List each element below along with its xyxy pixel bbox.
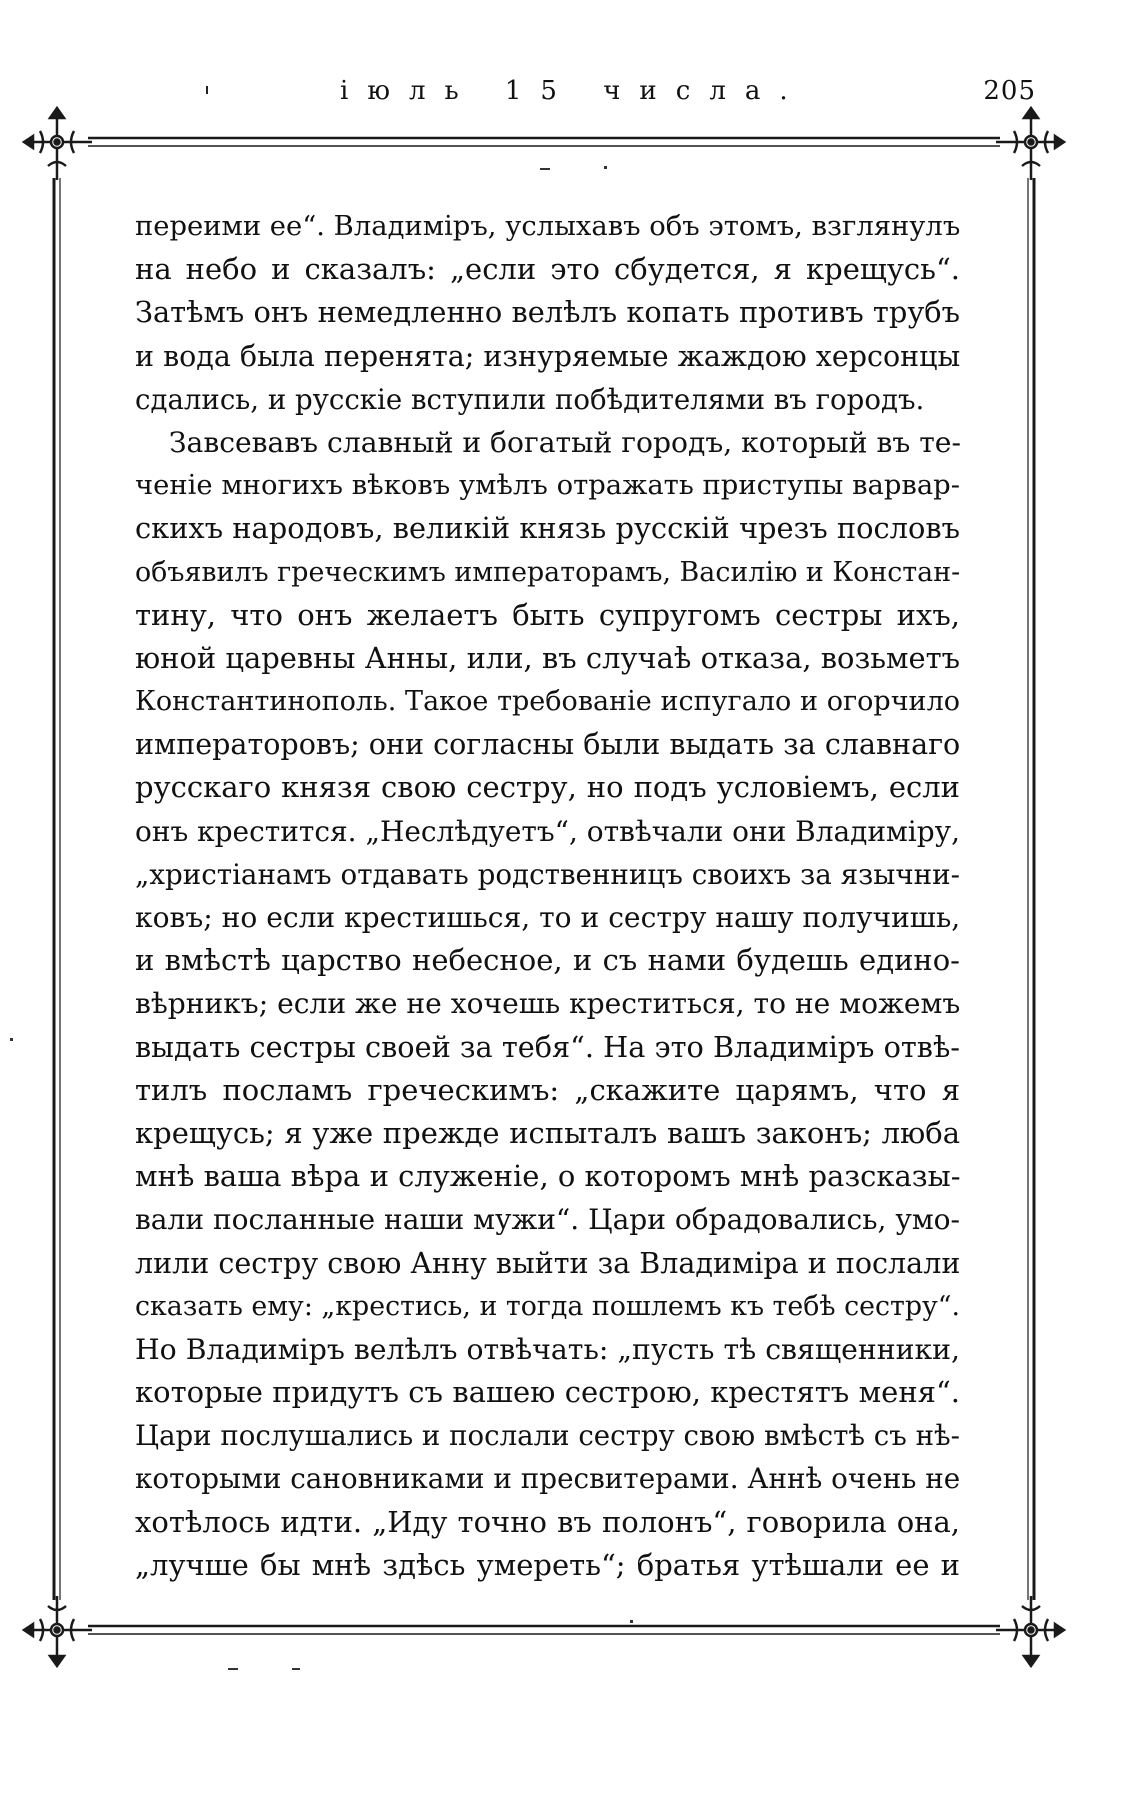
text-line: тину, что онъ желаетъ быть супругомъ сестры ихъ, <box>135 597 960 632</box>
scan-speck <box>604 166 607 169</box>
text-line: императоровъ; они согласны были выдать за славнаго <box>135 727 961 762</box>
scan-speck <box>292 1668 300 1670</box>
text-line: Цари послушались и послали сестру свою вмѣстѣ съ нѣ- <box>135 1419 960 1453</box>
text-line: ковъ; но если крестишься, то и сестру нашу получишь, <box>135 901 961 934</box>
text-line: русскаго князя свою сестру, но подъ условіемъ, если <box>135 770 960 805</box>
text-line: онъ крестится. „Неслѣдуетъ“, отвѣчали они Владиміру, <box>135 814 960 848</box>
text-line: ченіе многихъ вѣковъ умѣлъ отражать приступы варвар- <box>135 470 960 502</box>
text-line: и вмѣстѣ царство небесное, и съ нами будешь едино- <box>135 943 960 978</box>
text-line: вали посланные наши мужи“. Цари обрадовались, умо- <box>135 1203 960 1237</box>
text-line: Но Владиміръ велѣлъ отвѣчать: „пусть тѣ священники, <box>135 1332 960 1366</box>
text-line: Затѣмъ онъ немедленно велѣлъ копать противъ трубъ <box>135 295 960 330</box>
body-text <box>135 205 960 1587</box>
page-number: 205 <box>983 76 1036 106</box>
text-line: мнѣ ваша вѣра и служеніе, о которомъ мнѣ разсказы- <box>135 1159 961 1194</box>
scan-speck <box>540 168 550 170</box>
text-line: юной царевны Анны, или, въ случаѣ отказа, возьметъ <box>135 640 960 675</box>
text-line: скихъ народовъ, великій князь русскій чрезъ пословъ <box>135 511 960 546</box>
text-line: лили сестру свою Анну выйти за Владиміра и послали <box>135 1245 961 1280</box>
text-line: сдались, и русскіе вступили побѣдителями въ городъ. <box>135 382 925 416</box>
text-line: крещусь; я уже прежде испыталъ вашъ законъ; люба <box>135 1115 960 1150</box>
text-line: которые придутъ съ вашею сестрою, крестятъ меня“. <box>135 1375 960 1410</box>
text-line: сказать ему: „крестись, и тогда пошлемъ къ тебѣ сестру“. <box>135 1290 960 1322</box>
text-line: „христіанамъ отдавать родственницъ своихъ за язычни- <box>135 857 960 891</box>
text-line: тилъ посламъ греческимъ: „скажите царямъ, что я <box>135 1072 960 1107</box>
corner-ornament-bottom-left <box>24 1596 92 1666</box>
corner-ornament-top-right <box>996 108 1064 180</box>
corner-ornament-top-left <box>24 108 92 180</box>
text-line: на небо и сказалъ: „если это сбудется, я крещусь“. <box>135 252 960 287</box>
text-line: переими ее“. Владиміръ, услыхавъ объ этомъ, взглянулъ <box>135 211 961 242</box>
text-line: вѣрникъ; если же не хочешь креститься, то не можемъ <box>135 987 961 1021</box>
running-title: іюль 15 числа. <box>340 76 807 106</box>
scan-speck <box>10 1038 13 1041</box>
text-line: Константинополь. Такое требованіе испугало и огорчило <box>135 686 960 718</box>
text-line: Завсевавъ славный и богатый городъ, который въ те- <box>169 425 961 459</box>
text-line: выдать сестры своей за тебя“. На это Владиміръ отвѣ- <box>135 1029 960 1064</box>
text-line: которыми сановниками и пресвитерами. Аннѣ очень не <box>135 1462 961 1496</box>
scan-speck <box>630 1620 633 1623</box>
text-line: объявилъ греческимъ императорамъ, Василію и Констан- <box>135 556 961 588</box>
text-line: и вода была перенята; изнуряемые жаждою херсонцы <box>135 339 961 373</box>
text-line: „лучше бы мнѣ здѣсь умереть“; братья утѣшали ее и <box>135 1547 960 1582</box>
corner-ornament-bottom-right <box>996 1596 1064 1666</box>
text-line: хотѣлось идти. „Иду точно въ полонъ“, говорила она, <box>135 1504 960 1539</box>
scan-speck <box>228 1668 238 1670</box>
